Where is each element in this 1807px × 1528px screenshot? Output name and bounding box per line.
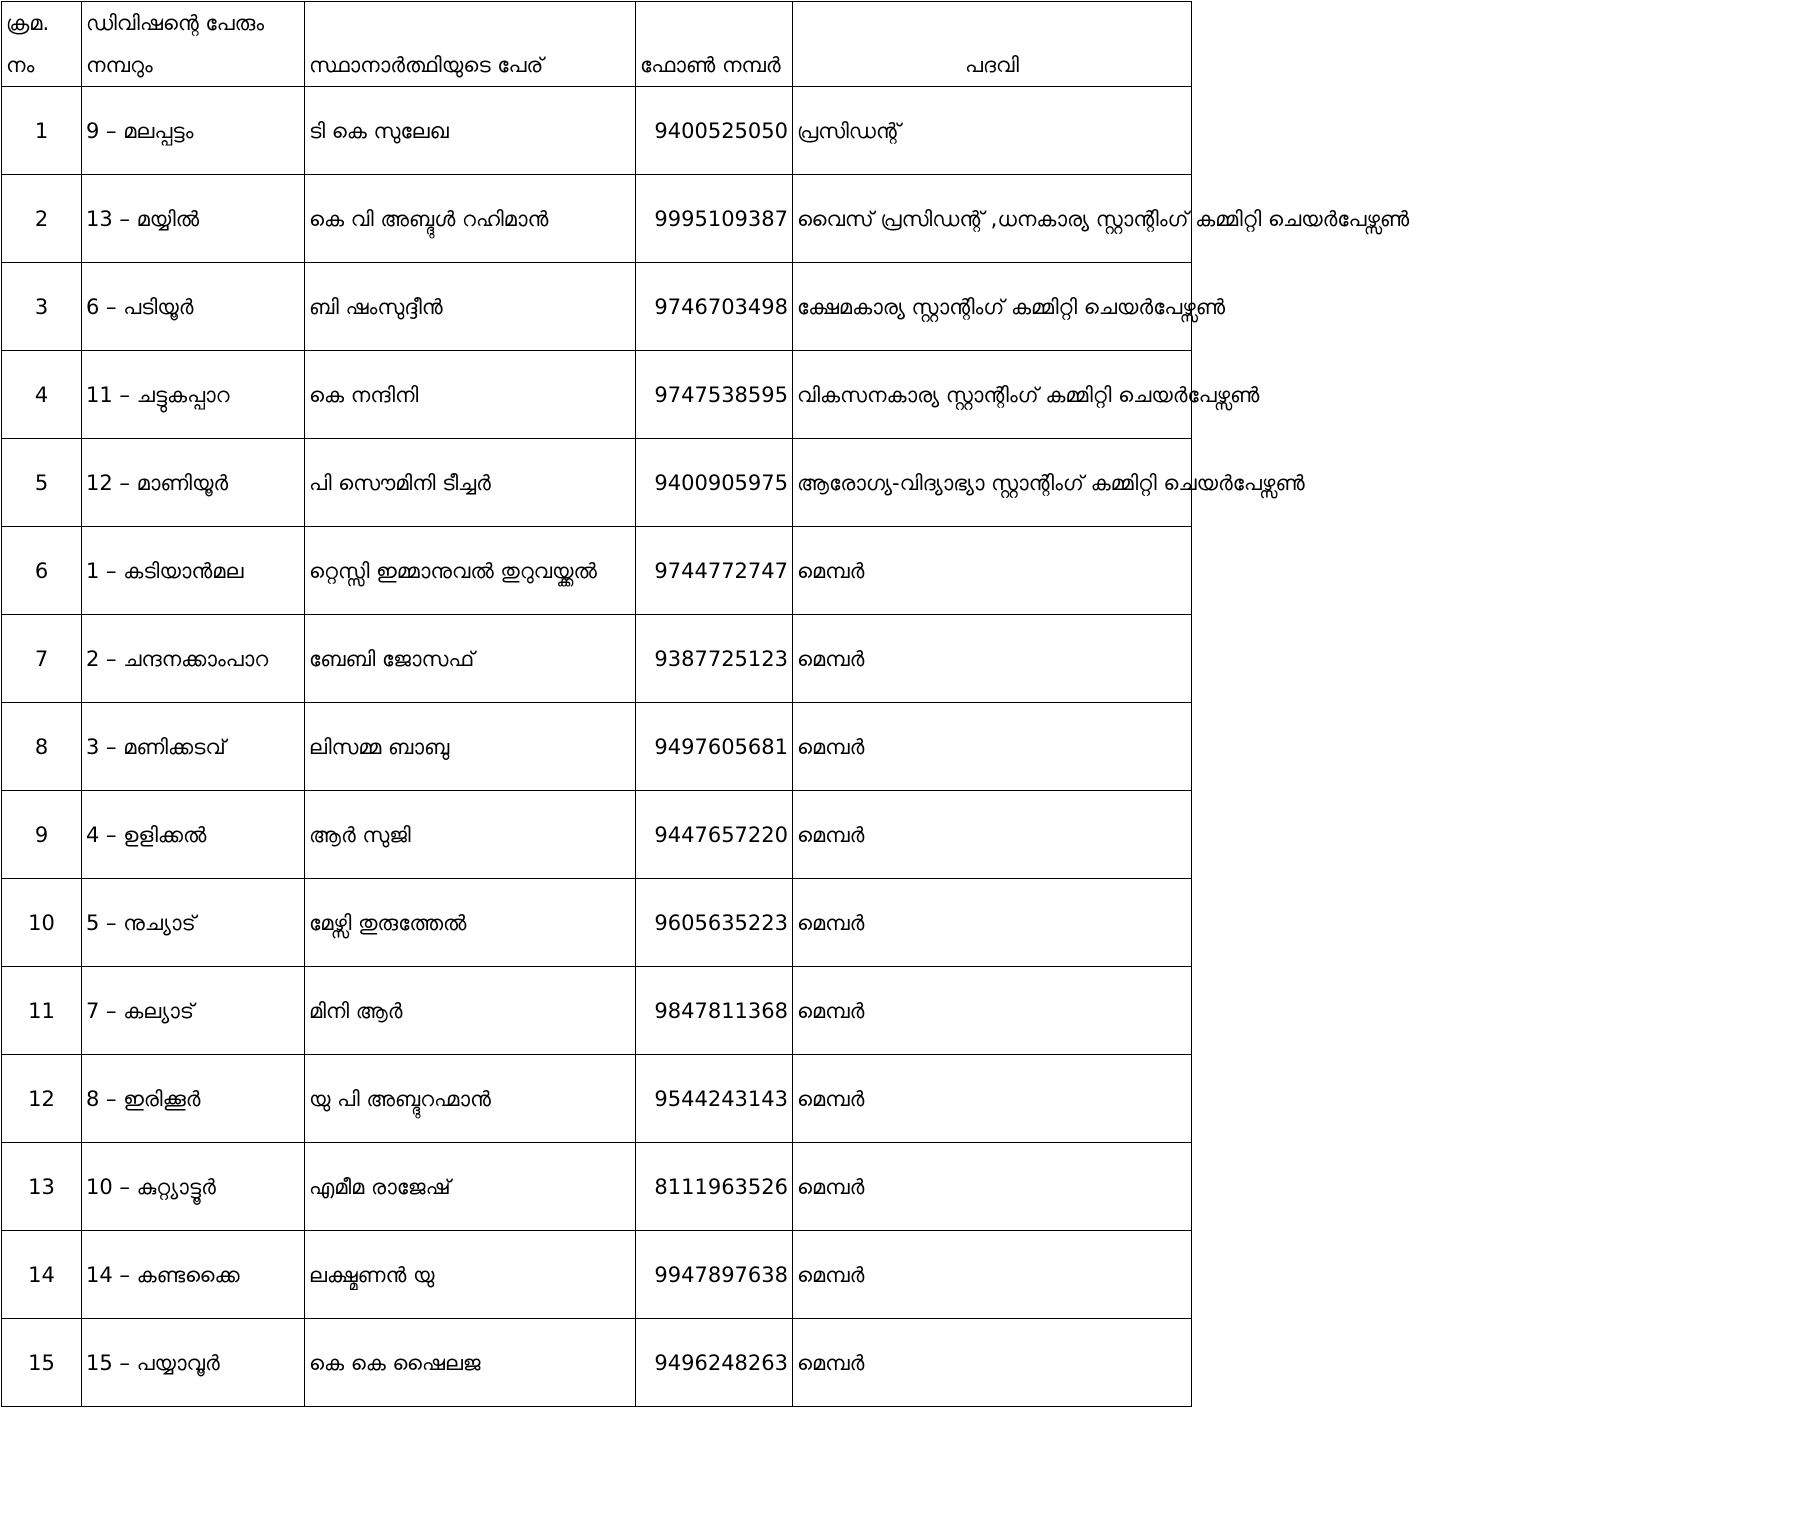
header-candidate-name: സ്ഥാനാർത്ഥിയുടെ പേര് — [305, 2, 636, 87]
table-row — [2, 527, 1192, 615]
header-division: ഡിവിഷന്റെ പേരും നമ്പറും — [82, 2, 305, 87]
table-row — [2, 703, 1192, 791]
cell-division: 3 – മണിക്കടവ് — [82, 703, 305, 791]
cell-division: 13 – മയ്യിൽ — [82, 175, 305, 263]
table-row — [2, 175, 1192, 263]
cell-phone: 9995109387 — [636, 175, 793, 263]
cell-candidate-name: കെ വി അബ്ദുൾ റഹിമാൻ — [305, 175, 636, 263]
cell-phone: 9497605681 — [636, 703, 793, 791]
cell-position: ക്ഷേമകാര്യ സ്റ്റാന്റിംഗ് കമ്മിറ്റി ചെയർപേഴ്സൺ — [793, 263, 1192, 351]
cell-phone: 9605635223 — [636, 879, 793, 967]
cell-position: മെമ്പർ — [793, 967, 1192, 1055]
cell-division: 6 – പടിയൂർ — [82, 263, 305, 351]
cell-candidate-name: കെ കെ ഷൈലജ — [305, 1319, 636, 1407]
cell-serial-no: 4 — [2, 351, 82, 439]
table-row — [2, 967, 1192, 1055]
cell-serial-no: 6 — [2, 527, 82, 615]
cell-candidate-name: ആർ സുജി — [305, 791, 636, 879]
cell-division: 15 – പയ്യാവൂർ — [82, 1319, 305, 1407]
cell-division: 11 – ചട്ടുകപ്പാറ — [82, 351, 305, 439]
table-body — [2, 87, 1410, 1407]
cell-candidate-name: ബി ഷംസുദ്ദീൻ — [305, 263, 636, 351]
cell-position: മെമ്പർ — [793, 1319, 1192, 1407]
cell-position: വൈസ് പ്രസിഡന്റ് ,ധനകാര്യ സ്റ്റാന്റിംഗ് കമ്മിറ്റി ചെയർപേഴ്സൺ — [793, 175, 1192, 263]
cell-serial-no: 11 — [2, 967, 82, 1055]
table-row — [2, 87, 1192, 175]
cell-candidate-name: ടി കെ സുലേഖ — [305, 87, 636, 175]
cell-candidate-name: മേഴ്സി തുരുത്തേൽ — [305, 879, 636, 967]
cell-phone: 9747538595 — [636, 351, 793, 439]
cell-serial-no: 14 — [2, 1231, 82, 1319]
cell-candidate-name: പി സൌമിനി ടീച്ചർ — [305, 439, 636, 527]
cell-serial-no: 5 — [2, 439, 82, 527]
cell-division: 7 – കല്യാട് — [82, 967, 305, 1055]
cell-candidate-name: യു പി അബ്ദുറഹ്മാൻ — [305, 1055, 636, 1143]
table-header — [2, 2, 1192, 87]
cell-serial-no: 2 — [2, 175, 82, 263]
cell-candidate-name: റ്റെസ്സി ഇമ്മാനുവൽ തുറുവയ്ക്കൽ — [305, 527, 636, 615]
cell-division: 4 – ഉളിക്കൽ — [82, 791, 305, 879]
table-row — [2, 263, 1192, 351]
table-row — [2, 791, 1192, 879]
table-row — [2, 1319, 1192, 1407]
cell-position: ആരോഗ്യ-വിദ്യാഭ്യാ സ്റ്റാന്റിംഗ് കമ്മിറ്റി ചെയർപേഴ്സൺ — [793, 439, 1192, 527]
table-row — [2, 351, 1192, 439]
cell-position: മെമ്പർ — [793, 527, 1192, 615]
cell-serial-no: 13 — [2, 1143, 82, 1231]
cell-phone: 9496248263 — [636, 1319, 793, 1407]
cell-phone: 9387725123 — [636, 615, 793, 703]
cell-serial-no: 15 — [2, 1319, 82, 1407]
cell-phone: 9746703498 — [636, 263, 793, 351]
header-phone: ഫോൺ നമ്പർ — [636, 2, 793, 87]
cell-position: വികസനകാര്യ സ്റ്റാന്റിംഗ് കമ്മിറ്റി ചെയർപേഴ്സൺ — [793, 351, 1192, 439]
cell-phone: 9447657220 — [636, 791, 793, 879]
header-serial-no: ക്രമ. നം — [2, 2, 82, 87]
table-row — [2, 879, 1192, 967]
cell-phone: 9947897638 — [636, 1231, 793, 1319]
cell-position: മെമ്പർ — [793, 703, 1192, 791]
cell-phone: 9400905975 — [636, 439, 793, 527]
cell-division: 1 – കടിയാൻമല — [82, 527, 305, 615]
cell-candidate-name: ലിസമ്മ ബാബു — [305, 703, 636, 791]
cell-candidate-name: മിനി ആർ — [305, 967, 636, 1055]
cell-position: മെമ്പർ — [793, 1055, 1192, 1143]
cell-serial-no: 9 — [2, 791, 82, 879]
cell-serial-no: 8 — [2, 703, 82, 791]
cell-division: 2 – ചന്ദനക്കാംപാറ — [82, 615, 305, 703]
cell-division: 5 – നുച്യാട് — [82, 879, 305, 967]
cell-phone: 9544243143 — [636, 1055, 793, 1143]
cell-position: മെമ്പർ — [793, 1231, 1192, 1319]
cell-phone: 9744772747 — [636, 527, 793, 615]
cell-division: 10 – കുറ്റ്യാട്ടൂർ — [82, 1143, 305, 1231]
cell-position: മെമ്പർ — [793, 615, 1192, 703]
cell-division: 8 – ഇരിക്കൂർ — [82, 1055, 305, 1143]
cell-candidate-name: ലക്ഷ്മണൻ യു — [305, 1231, 636, 1319]
header-position: പദവി — [793, 2, 1192, 87]
cell-serial-no: 10 — [2, 879, 82, 967]
cell-candidate-name: കെ നന്ദിനി — [305, 351, 636, 439]
table-row — [2, 439, 1192, 527]
cell-serial-no: 7 — [2, 615, 82, 703]
cell-serial-no: 1 — [2, 87, 82, 175]
table-row — [2, 1231, 1192, 1319]
cell-serial-no: 12 — [2, 1055, 82, 1143]
cell-division: 12 – മാണിയൂർ — [82, 439, 305, 527]
cell-position: പ്രസിഡന്റ് — [793, 87, 1192, 175]
cell-phone: 9847811368 — [636, 967, 793, 1055]
cell-serial-no: 3 — [2, 263, 82, 351]
members-table — [1, 1, 1410, 1407]
cell-position: മെമ്പർ — [793, 1143, 1192, 1231]
cell-phone: 9400525050 — [636, 87, 793, 175]
table-row — [2, 1143, 1192, 1231]
cell-phone: 8111963526 — [636, 1143, 793, 1231]
header-row — [2, 2, 1192, 87]
cell-division: 14 – കണ്ടക്കൈ — [82, 1231, 305, 1319]
table-row — [2, 1055, 1192, 1143]
cell-division: 9 – മലപ്പട്ടം — [82, 87, 305, 175]
table-row — [2, 615, 1192, 703]
cell-position: മെമ്പർ — [793, 879, 1192, 967]
cell-candidate-name: ബേബി ജോസഫ് — [305, 615, 636, 703]
cell-candidate-name: എമീമ രാജേഷ് — [305, 1143, 636, 1231]
cell-position: മെമ്പർ — [793, 791, 1192, 879]
